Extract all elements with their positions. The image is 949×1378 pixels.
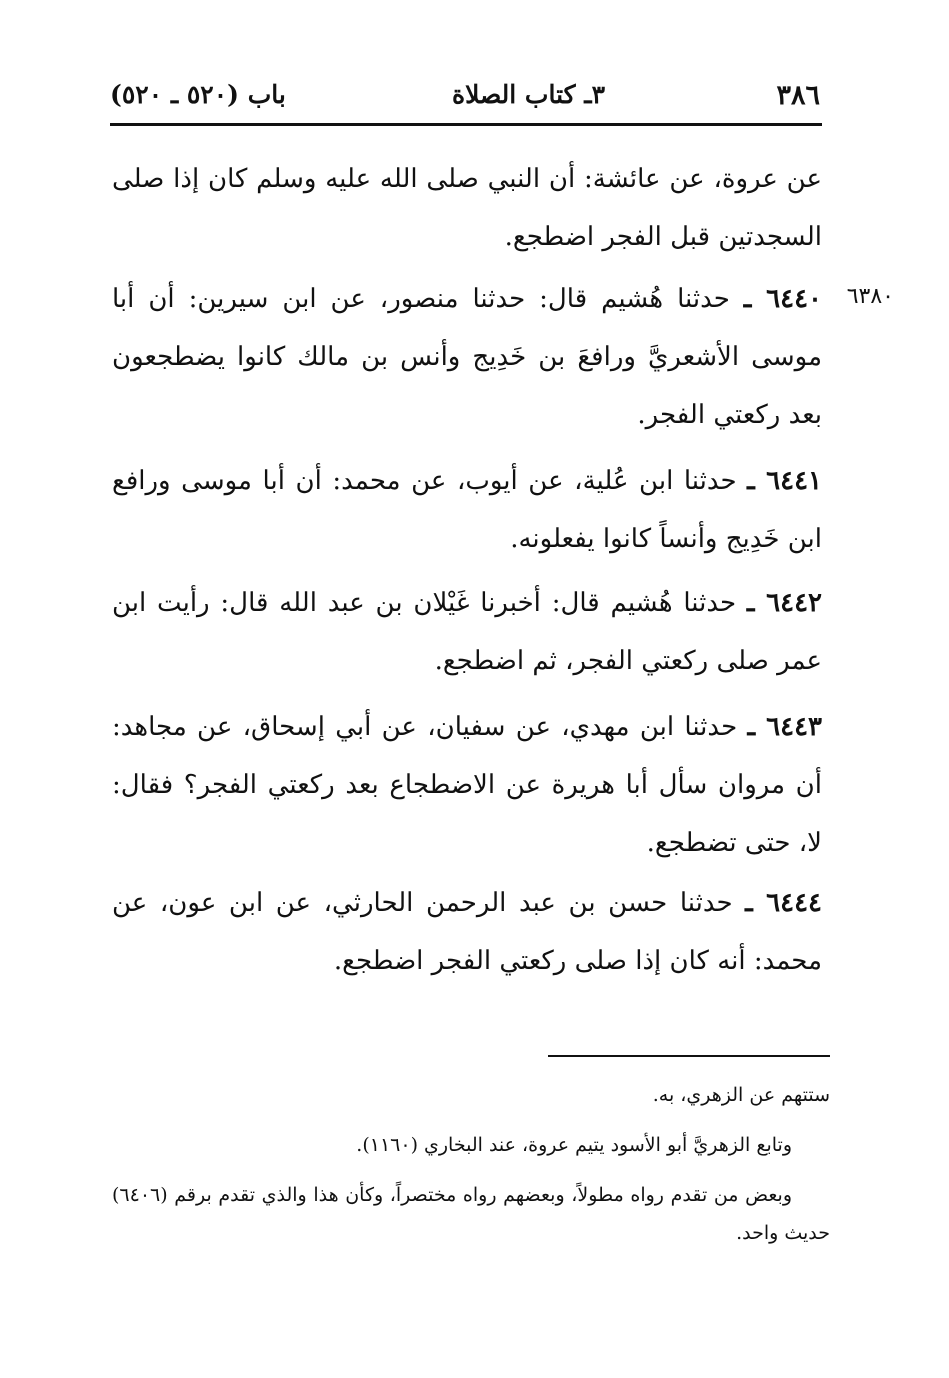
hadith-6441 bbox=[112, 452, 822, 568]
footnote-line: وبعض من تقدم رواه مطولاً، وبعضهم رواه مختصراً، وكأن هذا والذي تقدم برقم (٦٤٠٦) حديث واحد. bbox=[112, 1184, 830, 1244]
page-number: ٣٨٦ bbox=[776, 80, 820, 111]
hadith-6444 bbox=[112, 874, 822, 990]
margin-hadith-number: ٦٣٨٠ bbox=[846, 284, 894, 309]
book-title: ٣ـ كتاب الصلاة bbox=[451, 80, 605, 109]
hadith-text: حدثنا ابن مهدي، عن سفيان، عن أبي إسحاق، عن مجاهد: أن مروان سأل أبا هريرة عن الاضطجاع بعد ركعتي الفجر؟ فقال: لا، حتى تضطجع. bbox=[112, 712, 822, 858]
hadith-text: حدثنا حسن بن عبد الرحمن الحارثي، عن ابن عون، عن محمد: أنه كان إذا صلى ركعتي الفجر اضطجع. bbox=[112, 888, 822, 976]
footnote-line: ستتهم عن الزهري، به. bbox=[652, 1084, 830, 1106]
hadith-text: عن عروة، عن عائشة: أن النبي صلى الله عليه وسلم كان إذا صلى السجدتين قبل الفجر اضطجع. bbox=[112, 164, 822, 252]
page-header bbox=[110, 74, 820, 118]
hadith-text: حدثنا هُشيم قال: أخبرنا غَيْلان بن عبد الله قال: رأيت ابن عمر صلى ركعتي الفجر، ثم اضطجع. bbox=[112, 588, 822, 676]
header-rule bbox=[110, 123, 822, 126]
hadith-6440 bbox=[112, 270, 822, 444]
hadith-number: ٦٤٤١ ـ bbox=[747, 466, 823, 496]
hadith-text: حدثنا هُشيم قال: حدثنا منصور، عن ابن سيرين: أن أبا موسى الأشعريَّ ورافعَ بن خَدِيج وأنس بن مالك كانوا يضطجعون بعد ركعتي الفجر. bbox=[112, 284, 822, 430]
hadith-number: ٦٤٤٠ ـ bbox=[743, 284, 823, 314]
hadith-6442 bbox=[112, 574, 822, 690]
footnotes bbox=[112, 1076, 830, 1264]
footnote-line: وتابع الزهريَّ أبو الأسود يتيم عروة، عند البخاري (١١٦٠). bbox=[356, 1134, 792, 1156]
chapter-range: باب (٥٢٠ ـ ٥٢٠) bbox=[110, 80, 286, 109]
hadith-6443 bbox=[112, 698, 822, 872]
hadith-number: ٦٤٤٣ ـ bbox=[747, 712, 823, 742]
footnote-rule bbox=[548, 1055, 830, 1057]
hadith-continuation bbox=[112, 150, 822, 266]
hadith-number: ٦٤٤٤ ـ bbox=[745, 888, 822, 918]
hadith-text: حدثنا ابن عُلية، عن أيوب، عن محمد: أن أبا موسى ورافع ابن خَدِيج وأنساً كانوا يفعلونه. bbox=[112, 466, 822, 554]
hadith-number: ٦٤٤٢ ـ bbox=[746, 588, 822, 618]
